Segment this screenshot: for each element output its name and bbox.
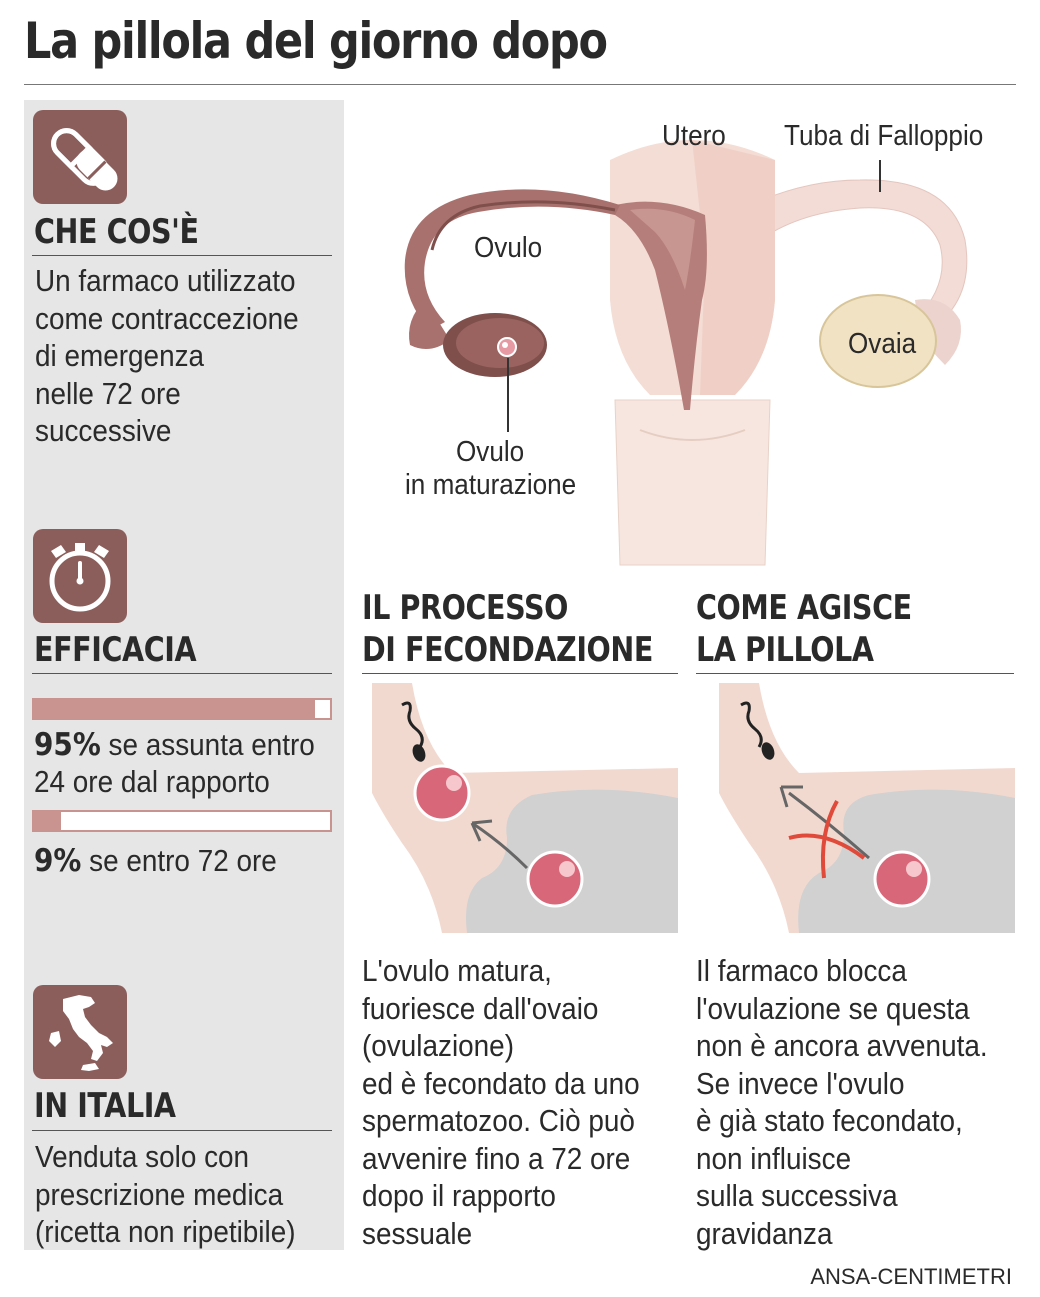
label-ovulo-maturazione-1: Ovulo (456, 436, 525, 468)
egg-shape (415, 766, 469, 820)
title-divider (24, 84, 1016, 85)
efficacy-bar-24h (32, 698, 332, 720)
egg-shape (528, 852, 582, 906)
efficacy-text: se assunta entro (100, 727, 315, 762)
efficacy-percent: 9% (34, 843, 82, 879)
efficacy-percent: 95% (34, 727, 101, 763)
pill-capsule-icon (33, 110, 127, 204)
pill-illustration (719, 683, 1015, 933)
pill-text: Il farmaco blocca l'ovulazione se questa non è ancora avvenuta. Se invece l'ovulo è già stato fecondato, non influisce sulla successiva gravidanza (696, 953, 988, 1251)
efficacy-bar-fill (34, 812, 61, 830)
section-divider (362, 673, 678, 674)
section-text-what: Un farmaco utilizzato come contraccezione di emergenza nelle 72 ore successive (35, 263, 299, 448)
section-divider (696, 673, 1014, 674)
process-heading-line1: IL PROCESSO (362, 588, 568, 628)
stopwatch-icon (33, 529, 127, 623)
page-title: La pillola del giorno dopo (24, 12, 607, 70)
credit-text: ANSA-CENTIMETRI (810, 1264, 1012, 1289)
pill-heading-line1: COME AGISCE (696, 588, 912, 628)
uterus-illustration (380, 100, 1020, 580)
label-utero: Utero (662, 120, 726, 152)
efficacy-text: se entro 72 ore (81, 843, 277, 878)
process-illustration (372, 683, 678, 933)
section-text-italy: Venduta solo con prescrizione medica (ricetta non ripetibile) (35, 1139, 296, 1249)
section-heading-italy: IN ITALIA (34, 1086, 176, 1126)
label-ovulo: Ovulo (474, 232, 543, 264)
section-heading-what: CHE COS'È (34, 212, 199, 252)
process-text: L'ovulo matura, fuoriesce dall'ovaio (ovulazione) ed è fecondato da uno spermatozoo. Ciò può avvenire fino a 72 ore dopo il rapporto sessuale (362, 953, 640, 1251)
efficacy-line-24h (34, 726, 315, 765)
section-divider (32, 255, 332, 256)
process-heading-line2: DI FECONDAZIONE (362, 630, 653, 670)
efficacy-line-24h-cont: 24 ore dal rapporto (34, 764, 270, 799)
label-tuba: Tuba di Falloppio (784, 120, 984, 152)
section-divider (32, 1130, 332, 1131)
efficacy-line-72h (34, 842, 277, 881)
efficacy-bar-72h (32, 810, 332, 832)
italy-map-icon (33, 985, 127, 1079)
efficacy-bar-fill (34, 700, 315, 718)
label-ovaia: Ovaia (848, 328, 917, 360)
pill-heading-line2: LA PILLOLA (696, 630, 874, 670)
section-divider (32, 673, 332, 674)
section-heading-efficacy: EFFICACIA (34, 630, 197, 670)
label-ovulo-maturazione-2: in maturazione (405, 469, 577, 501)
egg-shape (875, 852, 929, 906)
